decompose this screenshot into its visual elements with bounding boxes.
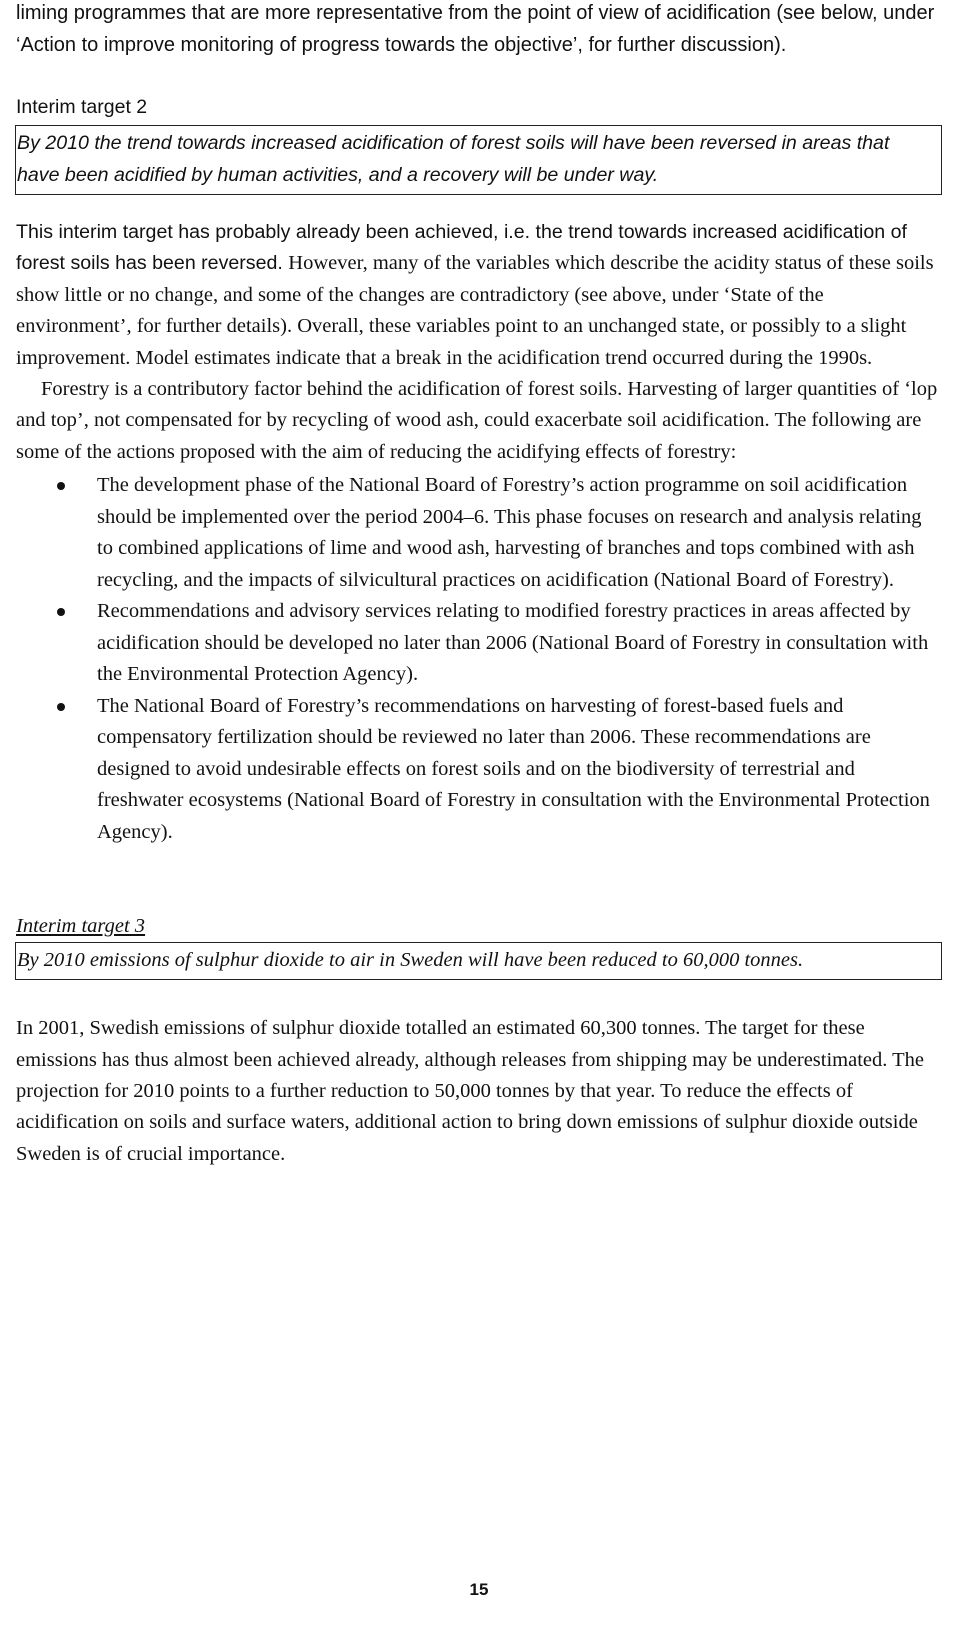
interim-target-3-label: Interim target 3 — [16, 915, 146, 938]
paragraph-target2-status-b: However, many of the variables which describe the acidity status of these soils show little or no change, and some of the changes are contradictory (see above, under ‘State of the environment’, for further details). Overall, these variables point to an unchanged state, or possibly to a slight improvement. Model estimates indicate that a break in the acidification trend occurred during the 1990s. — [16, 252, 934, 369]
document-page — [16, 0, 942, 1170]
list-item-text: The development phase of the National Board of Forestry’s action programme on soil acidification should be implemented over the period 2004–6. This phase focuses on research and analysis relating to combined applications of lime and wood ash, harvesting of branches and tops combined with ash recycling, and the impacts of silvicultural practices on acidification (National Board of Forestry). — [97, 474, 922, 591]
list-item — [16, 470, 942, 596]
interim-target-3-text: By 2010 emissions of sulphur dioxide to air in Sweden will have been reduced to 60,000 tonnes. — [17, 949, 804, 972]
bullet-icon — [57, 703, 65, 711]
intro-paragraph: liming programmes that are more representative from the point of view of acidification (see below, under ‘Action to improve monitoring of progress towards the objective’, for further discussion). — [16, 2, 935, 56]
bullet-icon — [57, 482, 65, 490]
page-number: 15 — [469, 1580, 489, 1599]
list-item — [16, 691, 942, 849]
paragraph-emissions: In 2001, Swedish emissions of sulphur dioxide totalled an estimated 60,300 tonnes. The target for these emissions has thus almost been achieved already, although releases from shipping may be underestimated. The projection for 2010 points to a further reduction to 50,000 tonnes by that year. To reduce the effects of acidification on soils and surface waters, additional action to bring down emissions of sulphur dioxide outside Sweden is of crucial importance. — [16, 1017, 925, 1165]
paragraph-forestry: Forestry is a contributory factor behind the acidification of forest soils. Harvesting of larger quantities of ‘lop and top’, not compensated for by recycling of wood ash, could exacerbate soil acidification. The following are some of the actions proposed with the aim of reducing the acidifying effects of forestry: — [16, 378, 938, 463]
list-item-text: Recommendations and advisory services relating to modified forestry practices in areas affected by acidification should be developed no later than 2006 (National Board of Forestry in consultation with the Environmental Protection Agency). — [97, 600, 929, 686]
bullet-icon — [57, 608, 65, 616]
interim-target-2-text: By 2010 the trend towards increased acidification of forest soils will have been reversed in areas that have been acidified by human activities, and a recovery will be under way. — [17, 132, 890, 186]
list-item — [16, 596, 942, 691]
interim-target-2-label: Interim target 2 — [16, 96, 148, 118]
interim-target-2-box — [15, 125, 942, 195]
list-item-text: The National Board of Forestry’s recommendations on harvesting of forest-based fuels and compensatory fertilization should be reviewed no later than 2006. These recommendations are designed to avoid undesirable effects on forest soils and on the biodiversity of terrestrial and freshwater ecosystems (National Board of Forestry in consultation with the Environmental Protection Agency). — [97, 694, 930, 843]
paragraph-target2-status-a: This interim target has probably already been achieved, i.e. the trend towards increased acidification of forest soils has been reversed. — [16, 221, 907, 275]
paragraph-target2-status — [16, 217, 942, 374]
forestry-actions-list — [16, 470, 942, 848]
interim-target-3-box — [15, 942, 942, 980]
